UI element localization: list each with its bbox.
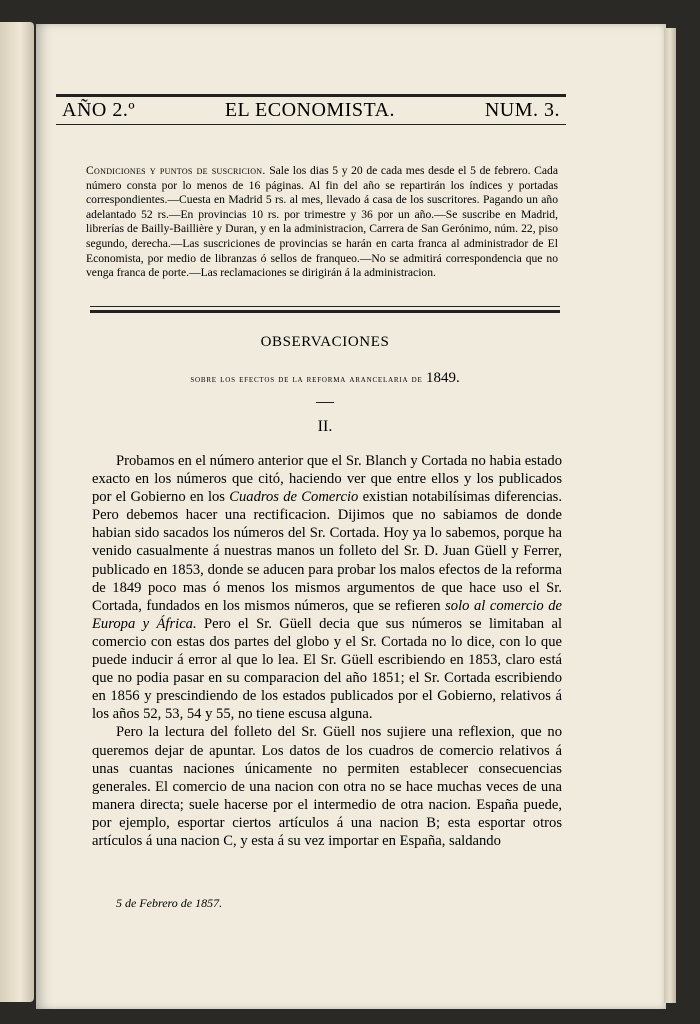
masthead-number: NUM. 3. bbox=[484, 99, 560, 121]
masthead-bottom-rule bbox=[56, 124, 566, 125]
conditions-bottom-rules bbox=[90, 306, 560, 313]
paragraph-2: Pero la lectura del folleto del Sr. Güell nos sujiere una reflexion, que no queremos dejar de apuntar. Los datos de los cuadros de comercio relativos á unas cuantas naciones únicamente no permiten establecer consecuencias generales. El comercio de una nacion con otra no se hace muchas veces de una manera directa; suele hacerse por el intermedio de otra nacion. España puede, por ejemplo, esportar ciertos artículos á una nacion B; esta esportar otros artículos á una nacion C, y esta á su vez importar en España, saldando bbox=[92, 724, 562, 849]
conditions-heading: Condiciones y puntos de suscricion. bbox=[86, 164, 266, 177]
left-page-edge bbox=[0, 22, 34, 1002]
footer-date bbox=[116, 896, 316, 911]
p1-part-c: Pero el Sr. Güell decia que sus números se limitaban al comercio con estas dos partes del globo y el Sr. Cortada no lo dice, con lo que puede inducir á error al que lo lea. El Sr. Güell escribiendo en 1853, claro está que no podia pasar en su comparacion del año 1851; el Sr. Cortada escribiendo en 1856 y prescindiendo de los estados publicados por el Gobierno, relativos á los años 52, 53, 54 y 55, no tiene escusa alguna. bbox=[92, 615, 563, 723]
page-stack-edge bbox=[664, 28, 676, 1003]
subscription-conditions bbox=[86, 164, 558, 281]
masthead-title: EL ECONOMISTA. bbox=[224, 99, 396, 121]
article-subtitle-text: sobre los efectos de la reforma arancelaria de bbox=[190, 374, 423, 385]
p1-italic-cuadros: Cuadros de Comercio bbox=[229, 489, 359, 506]
conditions-text: Sale los dias 5 y 20 de cada mes desde el 5 de febrero. Cada número consta por lo menos de 16 páginas. Al fin del año se repartirán los índices y portadas correspondientes.—Cuesta en Madrid 5 rs. al mes, llevado á casa de los suscritores. Pagando un año adelantado 52 rs.—En provincias 10 rs. por trimestre y 36 por un año.—Se suscribe en Madrid, librerías de Bailly-Baillière y Duran, y en la administracion, Carrera de San Gerónimo, núm. 22, piso segundo, derecha.—Las suscriciones de provincias se harán en carta franca al administrador de El Economista, por medio de libranzas ó sellos de franqueo.—No se admitirá correspondencia que no venga franca de porte.—Las reclamaciones se dirigirán á la administracion. bbox=[86, 164, 558, 280]
p1-part-a: Probamos en el número anterior que el Sr. Blanch y Cortada no habia estado exacto en los números que citó, haciendo ver que entre ellos y los publicados por el Gobierno en los bbox=[92, 453, 562, 506]
article-subtitle-year: 1849. bbox=[425, 370, 460, 386]
p1-italic-europa: solo al comercio de Europa y África. bbox=[92, 597, 562, 632]
article-subtitle bbox=[90, 370, 560, 387]
masthead-row bbox=[56, 97, 566, 124]
paragraph-1 bbox=[92, 452, 562, 723]
masthead bbox=[56, 94, 566, 125]
p1-part-b: existian notabilísimas diferencias. Pero debemos hacer una rectificacion. Dijimos que no sabiamos de donde habian sido sacados los números del Sr. Cortada. Hoy ya lo sabemos, porque ha venido casualmente á nuestras manos un folleto del Sr. D. Juan Güell y Ferrer, publicado en 1853, donde se aducen para probar los malos efectos de la reforma de 1849 poco mas ó menos los mismos argumentos de que hace uso el Sr. Cortada, fundados en los mismos números, que se refieren bbox=[92, 489, 562, 614]
thin-rule bbox=[90, 306, 560, 307]
thick-rule bbox=[90, 310, 560, 313]
section-number: II. bbox=[317, 418, 333, 435]
masthead-year: AÑO 2.º bbox=[62, 99, 136, 121]
article-title: OBSERVACIONES bbox=[260, 334, 390, 350]
article-body bbox=[92, 452, 562, 850]
section-dash bbox=[316, 402, 334, 403]
footer-date-text: 5 de Febrero de 1857. bbox=[116, 896, 223, 910]
